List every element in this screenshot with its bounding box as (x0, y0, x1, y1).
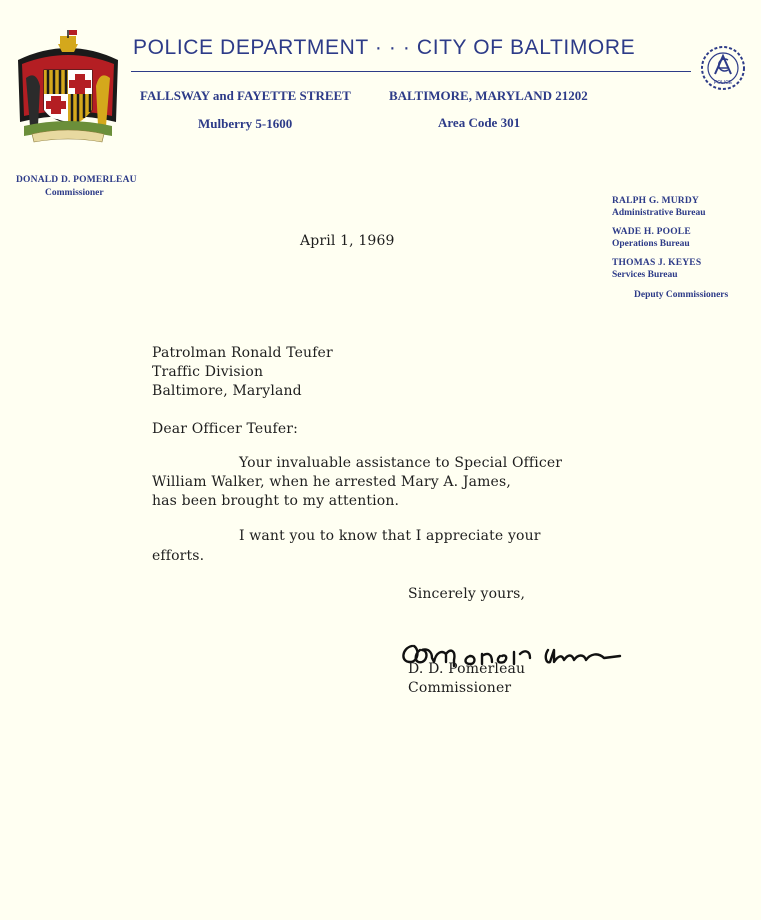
letterhead-city: BALTIMORE, MARYLAND 21202 (389, 88, 588, 103)
recipient-line: Traffic Division (152, 364, 264, 380)
commissioner-name: DONALD D. POMERLEAU (16, 175, 137, 185)
signer-title: Commissioner (408, 680, 512, 696)
signer-name: D. D. Pomerleau (408, 661, 526, 677)
body-line: Your invaluable assistance to Special Officer (239, 455, 563, 471)
seal-text: POLICE (713, 80, 733, 86)
body-line: has been brought to my attention. (152, 493, 400, 509)
letterhead-rule (131, 71, 691, 72)
body-line: William Walker, when he arrested Mary A. James, (152, 474, 511, 490)
deputy-name: WADE H. POOLE (612, 227, 691, 237)
letter-date: April 1, 1969 (300, 233, 395, 249)
letterhead-street: FALLSWAY and FAYETTE STREET (140, 88, 351, 103)
maryland-coat-of-arms-logo (12, 30, 124, 148)
letterhead-phone: Mulberry 5-1600 (198, 116, 293, 131)
deputy-name: THOMAS J. KEYES (612, 258, 702, 268)
recipient-line: Patrolman Ronald Teufer (152, 345, 333, 361)
deputy-bureau: Services Bureau (612, 270, 678, 280)
deputy-bureau: Administrative Bureau (612, 208, 706, 218)
salutation: Dear Officer Teufer: (152, 421, 299, 437)
deputies-caption: Deputy Commissioners (634, 290, 729, 300)
letterhead-area-code: Area Code 301 (438, 115, 521, 130)
body-line: efforts. (152, 548, 205, 564)
closing: Sincerely yours, (408, 586, 526, 602)
letterhead-title: POLICE DEPARTMENT · · · CITY OF BALTIMORE (133, 36, 636, 59)
body-line: I want you to know that I appreciate your (239, 528, 541, 544)
commissioner-title: Commissioner (45, 188, 104, 198)
deputy-name: RALPH G. MURDY (612, 196, 699, 206)
deputy-bureau: Operations Bureau (612, 239, 690, 249)
accreditation-seal-logo (700, 44, 746, 92)
recipient-line: Baltimore, Maryland (152, 383, 302, 399)
